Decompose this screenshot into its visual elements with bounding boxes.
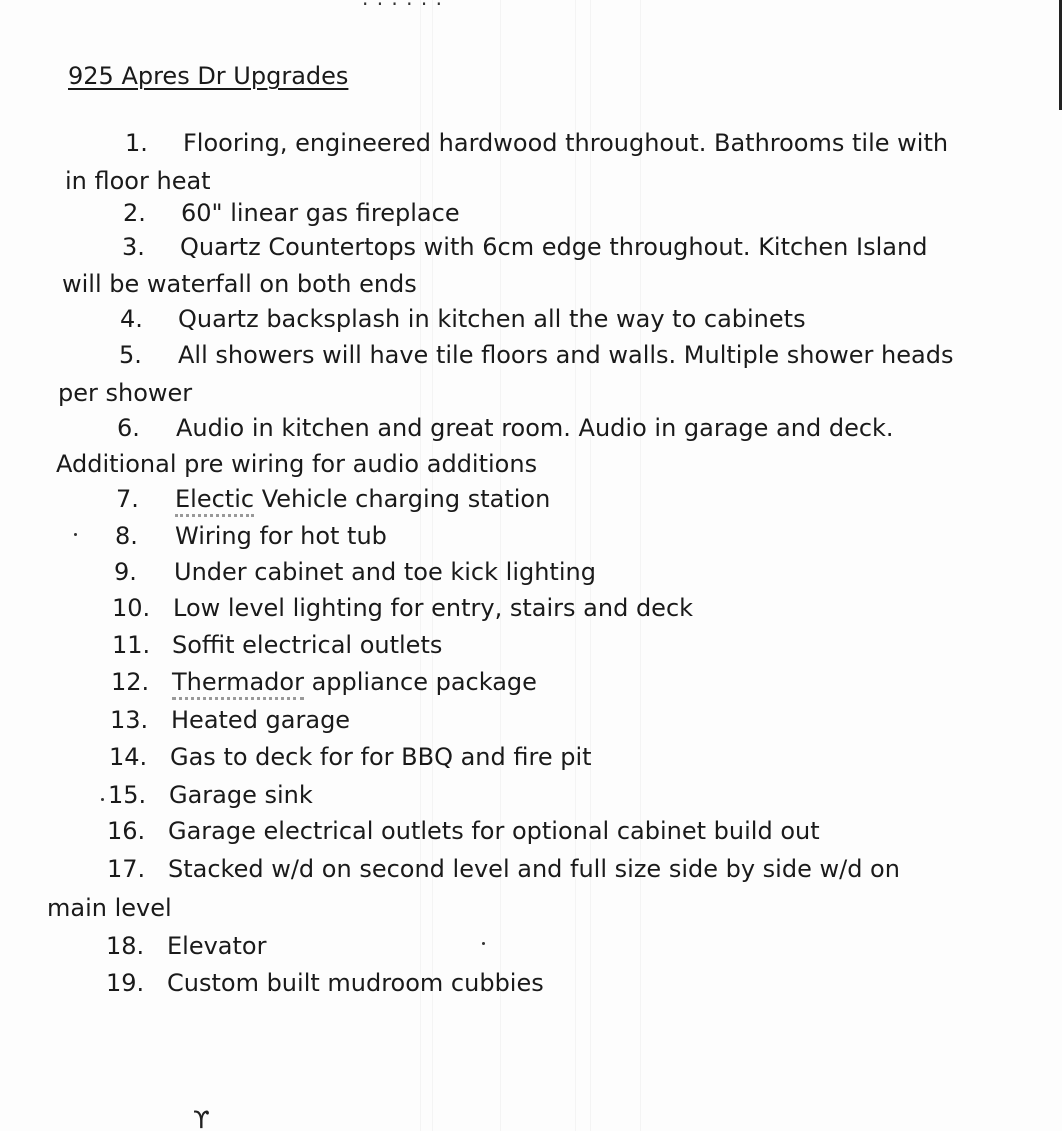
item-text: Stacked w/d on second level and full size side by side w/d on [168,855,900,883]
item-text: Audio in kitchen and great room. Audio in garage and deck. [176,414,894,442]
stray-mark: ϒ [193,1106,210,1134]
spellcheck-underlined-word: Electic [175,485,254,517]
item-number: 3. [122,233,145,261]
item-number: 15. [108,781,147,809]
item-text: Garage sink [169,781,313,809]
item-number: 5. [119,341,142,369]
item-number: 16. [107,817,146,845]
item-text-rest: Vehicle charging station [254,485,551,513]
item-text [175,487,550,511]
scan-speck [101,798,104,801]
item-text: Quartz backsplash in kitchen all the way to cabinets [178,305,806,333]
item-continuation: per shower [58,379,193,407]
item-text: Soffit electrical outlets [172,631,443,659]
item-number: 19. [106,969,145,997]
item-continuation: in floor heat [65,167,211,195]
item-number: 18. [106,932,145,960]
item-text: Quartz Countertops with 6cm edge throughout. Kitchen Island [180,233,928,261]
document-title: 925 Apres Dr Upgrades [68,62,349,90]
cut-off-header-text: · · · · · · [362,0,443,16]
item-number: 2. [123,199,146,227]
item-number: 1. [125,129,148,157]
spellcheck-underlined-word: Thermador [172,668,304,700]
item-number: 14. [109,743,148,771]
item-number: 9. [114,558,137,586]
item-number: 17. [107,855,146,883]
scan-streak [640,0,641,1131]
item-text: Heated garage [171,706,351,734]
item-text: Under cabinet and toe kick lighting [174,558,596,586]
item-text: Garage electrical outlets for optional cabinet build out [168,817,820,845]
item-continuation: main level [47,894,172,922]
item-text-rest: appliance package [303,668,537,696]
scan-speck [482,942,485,945]
item-text: Elevator [167,932,267,960]
item-number: 7. [116,485,139,513]
item-continuation: will be waterfall on both ends [62,270,417,298]
scan-speck [74,533,77,536]
item-text: 60" linear gas fireplace [181,199,460,227]
item-number: 8. [115,522,138,550]
item-number: 10. [112,594,151,622]
item-number: 11. [112,631,151,659]
item-text [172,670,537,694]
item-text: Custom built mudroom cubbies [167,969,544,997]
item-number: 4. [120,305,143,333]
item-text: Low level lighting for entry, stairs and deck [173,594,694,622]
item-number: 6. [117,414,140,442]
item-number: 12. [111,668,150,696]
item-number: 13. [110,706,149,734]
item-continuation: Additional pre wiring for audio additions [56,450,538,478]
item-text: Wiring for hot tub [175,522,387,550]
item-text: Gas to deck for for BBQ and fire pit [170,743,592,771]
item-text: All showers will have tile floors and walls. Multiple shower heads [178,341,954,369]
item-text: Flooring, engineered hardwood throughout. Bathrooms tile with [183,129,949,157]
